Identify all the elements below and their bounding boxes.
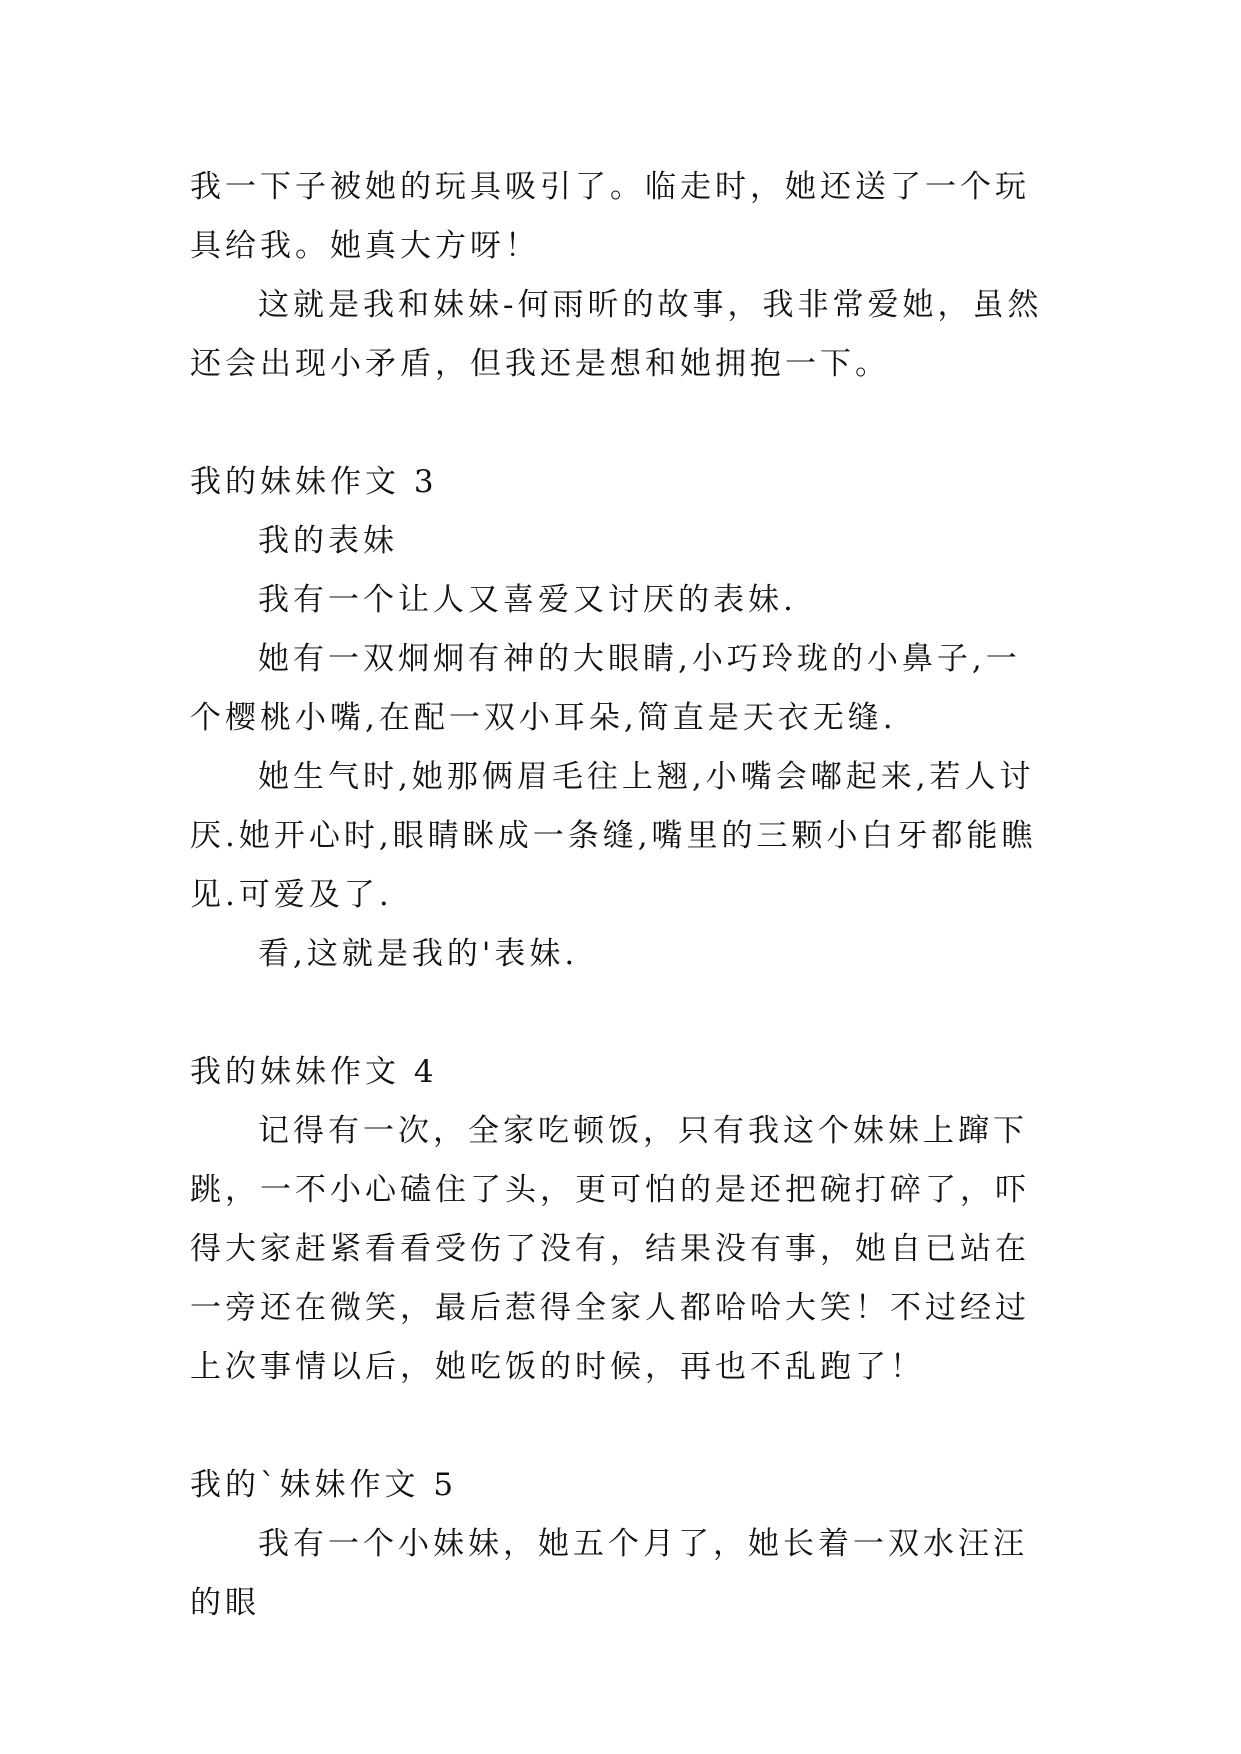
paragraph-cousin-moods: 她生气时,她那俩眉毛往上翘,小嘴会嘟起来,若人讨厌.她开心时,眼睛眯成一条缝,嘴里的三颗小白牙都能瞧见.可爱及了. bbox=[190, 759, 1037, 913]
document-body bbox=[190, 158, 1050, 1633]
paragraph-dinner-story: 记得有一次，全家吃顿饭，只有我这个妹妹上蹿下跳，一不小心磕住了头，更可怕的是还把碗打碎了，吓得大家赶紧看看受伤了没有，结果没有事，她自已站在一旁还在微笑，最后惹得全家人都哈哈大笑！不过经过上次事情以后，她吃饭的时候，再也不乱跑了！ bbox=[190, 1113, 1030, 1385]
paragraph-story-sister: 这就是我和妹妹-何雨昕的故事，我非常爱她，虽然还会出现小矛盾，但我还是想和她拥抱一下。 bbox=[190, 287, 1043, 382]
paragraph-cousin-closing: 看,这就是我的'表妹. bbox=[258, 936, 579, 972]
paragraph-little-sister: 我有一个小妹妹，她五个月了，她长着一双水汪汪的眼 bbox=[190, 1526, 1028, 1621]
essay-heading-3: 我的妹妹作文 3 bbox=[190, 464, 438, 500]
paragraph-toy-gift: 我一下子被她的玩具吸引了。临走时，她还送了一个玩具给我。她真大方呀！ bbox=[190, 169, 1030, 264]
paragraph-cousin-looks: 她有一双炯炯有神的大眼睛,小巧玲珑的小鼻子,一个樱桃小嘴,在配一双小耳朵,简直是天衣无缝. bbox=[190, 641, 1021, 736]
essay-heading-5: 我的`妹妹作文 5 bbox=[190, 1467, 458, 1503]
essay-title-cousin: 我的表妹 bbox=[258, 523, 398, 559]
essay-heading-4: 我的妹妹作文 4 bbox=[190, 1054, 438, 1090]
paragraph-cousin-intro: 我有一个让人又喜爱又讨厌的表妹. bbox=[258, 582, 797, 618]
